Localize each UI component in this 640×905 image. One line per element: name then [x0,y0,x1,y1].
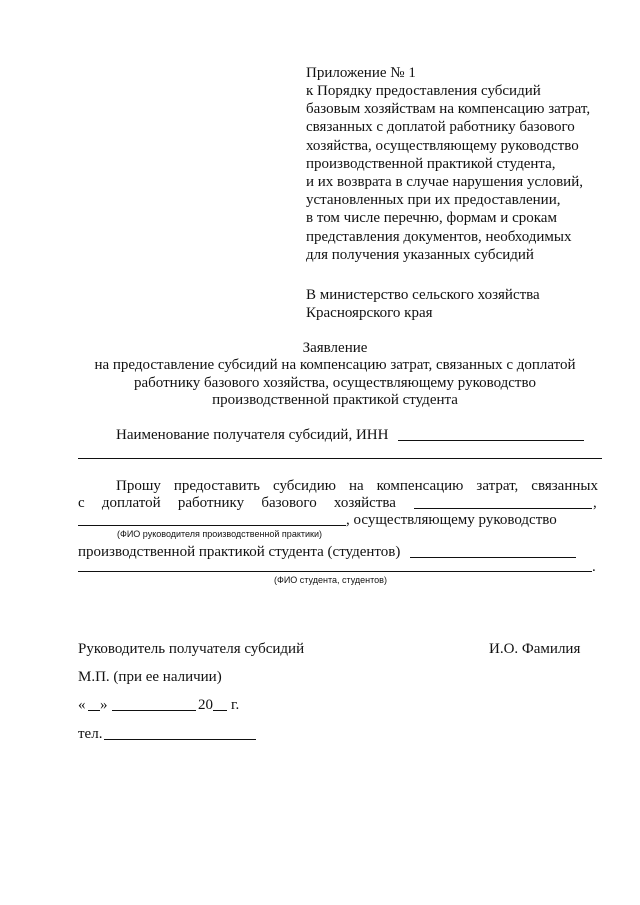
date-year-field[interactable] [213,710,227,711]
supervisor-caption: (ФИО руководителя производственной практики) [117,529,322,539]
phone-field[interactable] [104,739,256,740]
year-prefix: 20 [198,697,213,713]
appendix-line: и их возврата в случае нарушения условий, [306,174,583,191]
students-field-2[interactable] [78,571,592,572]
recipient-label: Наименование получателя субсидий, ИНН [116,427,389,443]
appendix-line: базовым хозяйствам на компенсацию затрат, [306,101,591,118]
addressee-line-1: В министерство сельского хозяйства [306,287,540,303]
head-label: Руководитель получателя субсидий [78,641,305,657]
head-initials: И.О. Фамилия [489,641,581,657]
statement-line-3: производственной практикой студента [212,392,458,408]
supervisor-field[interactable] [78,525,346,526]
statement-title: Заявление [302,340,368,356]
statement-line-1: на предоставление субсидий на компенсацию затрат, связанных с доплатой [94,357,576,373]
appendix-line: связанных с доплатой работнику базового [306,119,575,136]
date-close-quote: » [100,697,108,713]
date-month-field[interactable] [112,710,196,711]
period: . [592,559,596,575]
appendix-line: к Порядку предоставления субсидий [306,83,541,99]
addressee-line-2: Красноярского края [306,305,433,321]
appendix-line: для получения указанных субсидий [306,246,534,263]
appendix-line: производственной практикой студента, [306,155,556,172]
statement-line-2: работнику базового хозяйства, осуществляющему руководство [134,375,536,391]
base-farm-field[interactable] [414,508,592,509]
year-suffix: г. [231,697,240,713]
recipient-name-field[interactable] [78,458,602,459]
students-field[interactable] [410,557,576,558]
date-day-field[interactable] [88,710,100,711]
phone-label: тел. [78,726,103,742]
supervising-text: , осуществляющему руководство [346,512,557,528]
request-line-2: с доплатой работнику базового хозяйства [78,495,396,511]
recipient-inn-field[interactable] [398,440,584,441]
practice-label: производственной практикой студента (студентов) [78,544,401,560]
appendix-title: Приложение № 1 [306,65,416,81]
appendix-line: в том числе перечню, формам и срокам [306,210,557,227]
request-line-1: Прошу предоставить субсидию на компенсацию затрат, связанных [116,478,598,494]
comma: , [593,495,597,511]
seal-label: М.П. (при ее наличии) [78,669,222,685]
date-open-quote: « [78,697,86,713]
appendix-text [306,82,590,264]
student-caption: (ФИО студента, студентов) [274,575,387,585]
appendix-line: хозяйства, осуществляющему руководство [306,137,579,154]
appendix-line: представления документов, необходимых [306,228,572,245]
appendix-line: установленных при их предоставлении, [306,192,561,209]
